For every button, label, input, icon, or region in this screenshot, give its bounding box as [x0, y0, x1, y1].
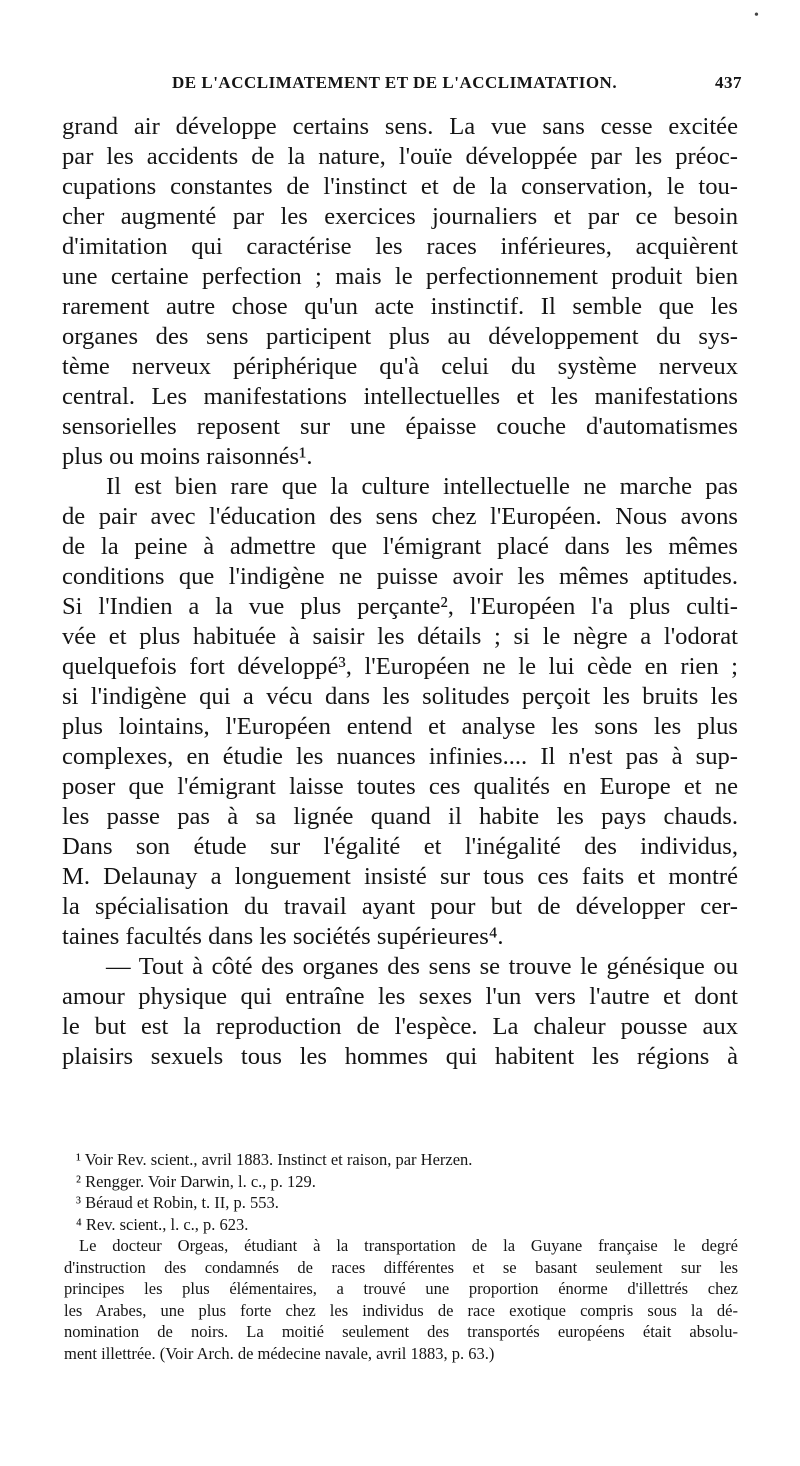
text-line: plus ou moins raisonnés¹.	[62, 443, 313, 470]
text-line: la spécialisation du travail ayant pour but de développer cer-	[62, 893, 738, 920]
footnote-4: ⁴ Rev. scient., l. c., p. 623.	[76, 1214, 249, 1234]
corner-mark: •	[754, 8, 759, 23]
text-line: vée et plus habituée à saisir les détails ; si le nègre a l'odorat	[62, 623, 738, 650]
text-line: par les accidents de la nature, l'ouïe développée par les préoc-	[62, 143, 738, 170]
text-line: sensorielles reposent sur une épaisse couche d'automatismes	[62, 413, 738, 440]
text-line: les passe pas à sa lignée quand il habite les pays chauds.	[62, 803, 738, 830]
text-line: de pair avec l'éducation des sens chez l'Européen. Nous avons	[62, 503, 738, 530]
footnote-1: ¹ Voir Rev. scient., avril 1883. Instinct et raison, par Herzen.	[76, 1150, 473, 1169]
text-line: amour physique qui entraîne les sexes l'un vers l'autre et dont	[62, 983, 738, 1010]
text-line: Si l'Indien a la vue plus perçante², l'Européen l'a plus culti-	[62, 593, 738, 620]
text-line: Il est bien rare que la culture intellectuelle ne marche pas	[106, 473, 738, 500]
text-line: cupations constantes de l'instinct et de la conservation, le tou-	[62, 173, 738, 200]
text-line: central. Les manifestations intellectuelles et les manifestations	[62, 383, 738, 410]
page-number: 437	[715, 73, 742, 92]
body-text	[62, 112, 738, 1072]
text-line: le but est la reproduction de l'espèce. La chaleur pousse aux	[62, 1013, 738, 1040]
text-line: poser que l'émigrant laisse toutes ces qualités en Europe et ne	[62, 773, 738, 800]
text-line: plus lointains, l'Européen entend et analyse les sons les plus	[62, 713, 738, 740]
text-line: organes des sens participent plus au développement du sys-	[62, 323, 738, 350]
text-line: cher augmenté par les exercices journaliers et par ce besoin	[62, 203, 738, 230]
text-line: grand air développe certains sens. La vue sans cesse excitée	[62, 113, 738, 140]
text-line: une certaine perfection ; mais le perfectionnement produit bien	[62, 263, 738, 290]
text-line: taines facultés dans les sociétés supérieures⁴.	[62, 923, 504, 950]
text-line: complexes, en étudie les nuances infinies.... Il n'est pas à sup-	[62, 743, 738, 770]
text-line: conditions que l'indigène ne puisse avoir les mêmes aptitudes.	[62, 563, 738, 590]
text-line: rarement autre chose qu'un acte instinctif. Il semble que les	[62, 293, 738, 320]
text-line: plaisirs sexuels tous les hommes qui habitent les régions à	[62, 1043, 738, 1070]
text-line: Dans son étude sur l'égalité et l'inégalité des individus,	[62, 833, 738, 860]
footnote-note-line: d'instruction des condamnés de races différentes et se basant seulement sur les	[64, 1257, 738, 1277]
footnote-3: ³ Béraud et Robin, t. II, p. 553.	[76, 1193, 279, 1212]
text-line: M. Delaunay a longuement insisté sur tous ces faits et montré	[62, 863, 738, 890]
footnote-2: ² Rengger. Voir Darwin, l. c., p. 129.	[76, 1171, 316, 1191]
text-line: tème nerveux périphérique qu'à celui du système nerveux	[62, 353, 738, 380]
footnote-note-line: principes les plus élémentaires, a trouvé une proportion énorme d'illettrés chez	[64, 1279, 738, 1298]
footnotes	[64, 1149, 738, 1364]
footnote-note-line: ment illettrée. (Voir Arch. de médecine navale, avril 1883, p. 63.)	[64, 1343, 495, 1363]
text-line: de la peine à admettre que l'émigrant placé dans les mêmes	[62, 533, 738, 560]
text-line: quelquefois fort développé³, l'Européen ne le lui cède en rien ;	[62, 653, 738, 680]
text-line: d'imitation qui caractérise les races inférieures, acquièrent	[62, 233, 738, 260]
footnote-note-line: Le docteur Orgeas, étudiant à la transportation de la Guyane française le degré	[79, 1236, 738, 1255]
running-title: DE L'ACCLIMATEMENT ET DE L'ACCLIMATATION.	[172, 73, 618, 92]
text-line: si l'indigène qui a vécu dans les solitudes perçoit les bruits les	[62, 683, 738, 710]
footnote-note-line: les Arabes, une plus forte chez les individus de race exotique compris sous la dé-	[64, 1300, 738, 1320]
text-line: — Tout à côté des organes des sens se trouve le génésique ou	[106, 953, 738, 980]
running-header	[172, 73, 742, 93]
footnote-note-line: nomination de noirs. La moitié seulement des transportés européens était absolu-	[64, 1322, 738, 1341]
